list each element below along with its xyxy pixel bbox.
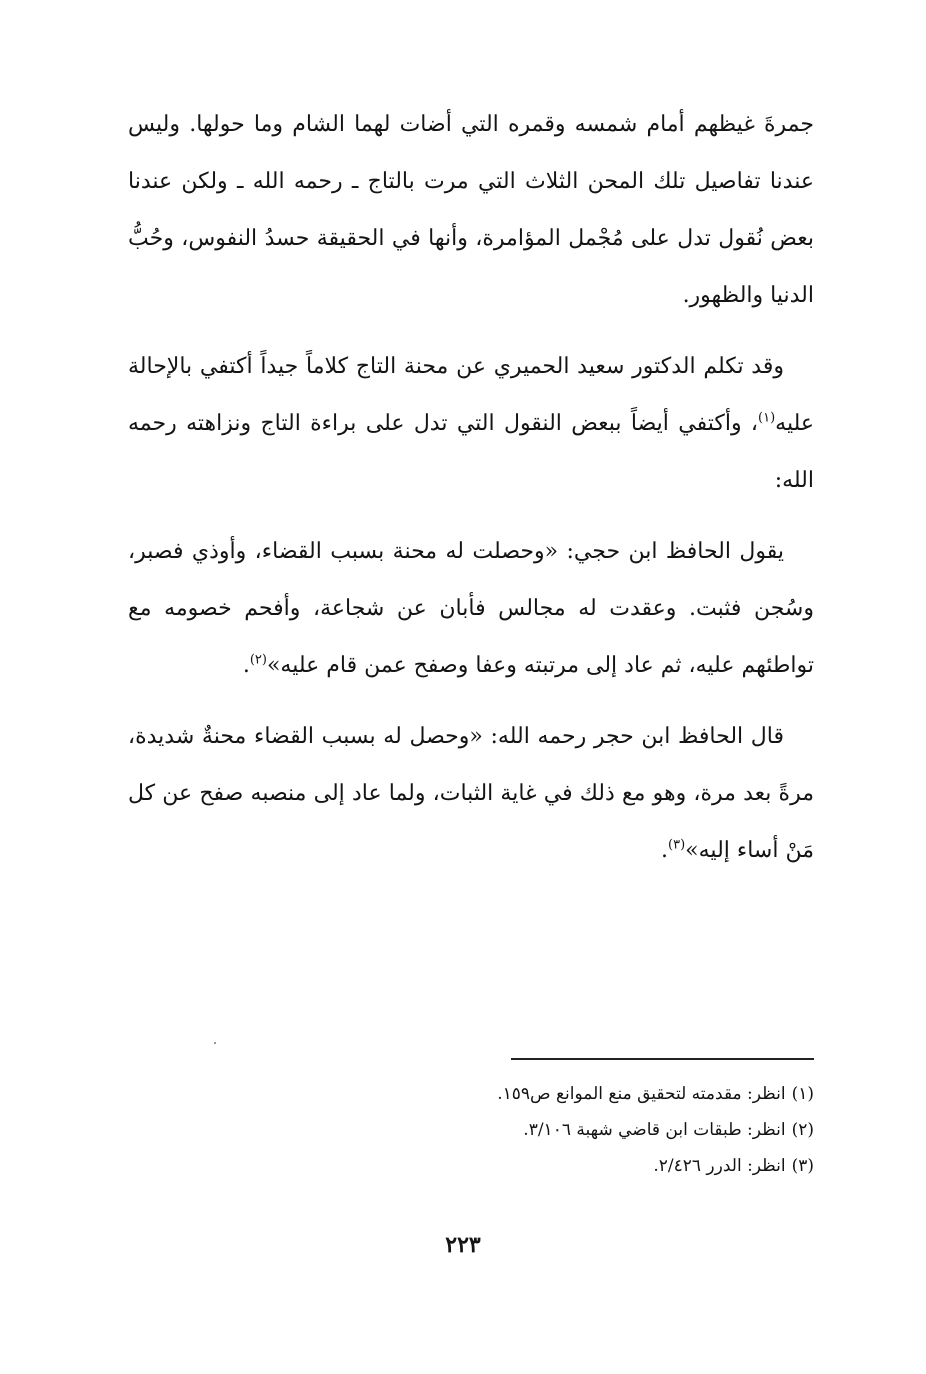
footnote-ref-3[interactable]: (٣): [668, 837, 686, 853]
page-number: ٢٢٣: [445, 1232, 481, 1258]
paragraph-1: [128, 96, 814, 324]
footnote-text: انظر: مقدمته لتحقيق منع الموانع ص١٥٩.: [497, 1084, 786, 1104]
paragraph-4: [128, 708, 814, 879]
footnote-item-3: [254, 1148, 814, 1184]
page-body: [128, 96, 814, 879]
paragraph-4-end: .: [661, 838, 669, 863]
footnote-number: (٣): [791, 1156, 814, 1176]
footnote-item-1: [254, 1076, 814, 1112]
footnote-number: (٢): [791, 1120, 814, 1140]
paragraph-4-text: قال الحافظ ابن حجر رحمه الله: «وحصل له بسبب القضاء محنةٌ شديدة، مرةً بعد مرة، وهو مع ذلك في غاية الثبات، ولما عاد إلى منصبه صفح عن كل مَنْ أساء إليه»: [128, 724, 814, 863]
footnote-ref-1[interactable]: (١): [758, 410, 776, 426]
paragraph-3-end: .: [242, 653, 250, 678]
paragraph-3-text: يقول الحافظ ابن حجي: «وحصلت له محنة بسبب القضاء، وأوذي فصبر، وسُجن فثبت. وعقدت له مجالس فأبان عن شجاعة، وأفحم خصومه مع تواطئهم عليه، ثم عاد إلى مرتبته وعفا وصفح عمن قام عليه»: [128, 539, 814, 678]
footnote-divider: [511, 1058, 814, 1060]
paragraph-3: [128, 523, 814, 694]
scan-speck: [214, 1042, 216, 1044]
footnote-ref-2[interactable]: (٢): [249, 652, 267, 668]
footnote-number: (١): [791, 1084, 814, 1104]
footnote-item-2: [254, 1112, 814, 1148]
footnotes-list: [254, 1076, 814, 1184]
footnote-text: انظر: طبقات ابن قاضي شهبة ٣/١٠٦.: [523, 1120, 786, 1140]
paragraph-2-text-b: ، وأكتفي أيضاً ببعض النقول التي تدل على براءة التاج ونزاهته رحمه الله:: [128, 411, 814, 493]
paragraph-1-text: جمرةَ غيظهم أمام شمسه وقمره التي أضات لهما الشام وما حولها. وليس عندنا تفاصيل تلك المحن الثلاث التي مرت بالتاج ـ رحمه الله ـ ولكن عندنا بعض نُقول تدل على مُجْمل المؤامرة، وأنها في الحقيقة حسدُ النفوس، وحُبُّ الدنيا والظهور.: [128, 112, 815, 308]
paragraph-2: [128, 338, 814, 509]
footnote-text: انظر: الدرر ٢/٤٢٦.: [653, 1156, 786, 1176]
paragraph-2-text-a: وقد تكلم الدكتور سعيد الحميري عن محنة التاج كلاماً جيداً أكتفي بالإحالة عليه: [128, 354, 814, 436]
